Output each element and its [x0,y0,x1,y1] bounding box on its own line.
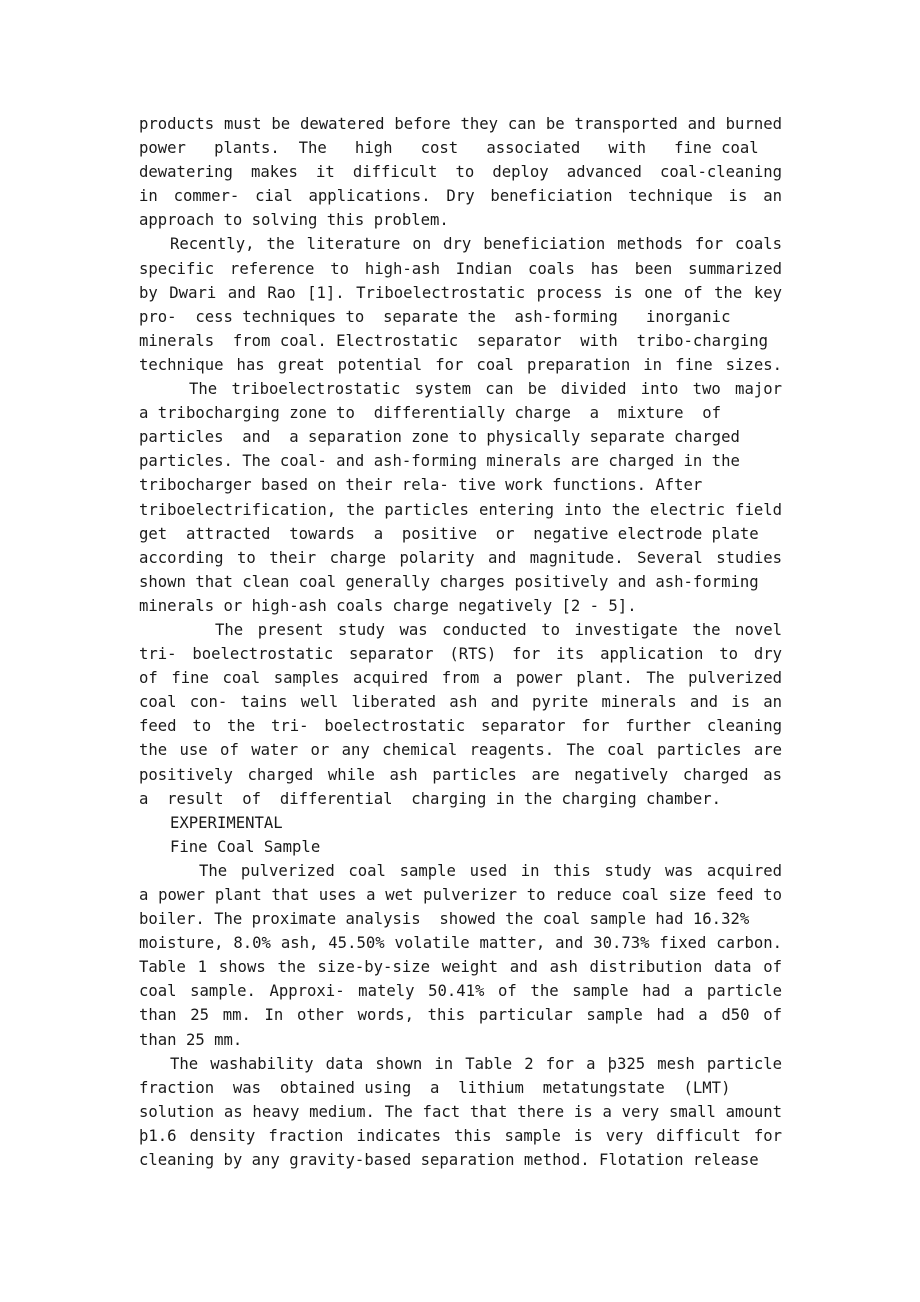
text-line: a result of differential charging in the charging chamber. [139,789,722,808]
section-heading [139,835,782,859]
heading-text: Fine Coal Sample [170,837,321,856]
text-line: particles. The coal- and ash-forming minerals are charged in the [139,452,740,471]
text-line: than 25 mm. In other words, this particular sample had a d50 of [139,1006,782,1025]
text-line: moisture, 8.0% ash, 45.50% volatile matter, and 30.73% fixed carbon. [139,934,782,953]
section-heading [139,811,782,835]
paragraph [139,232,782,377]
text-line: in commer- cial applications. Dry beneficiation technique is an [139,187,782,206]
text-line: dewatering makes it difficult to deploy advanced coal-cleaning [139,163,782,182]
text-line: tri- boelectrostatic separator (RTS) for its application to dry [139,645,782,664]
text-line: according to their charge polarity and magnitude. Several studies [139,548,782,567]
text-line: the use of water or any chemical reagents. The coal particles are [139,741,782,760]
text-line: a power plant that uses a wet pulverizer to reduce coal size feed to [139,886,782,904]
text-line: coal con- tains well liberated ash and pyrite minerals and is an [139,693,782,712]
text-line: The pulverized coal sample used in this study was acquired [199,861,782,880]
paragraph [139,377,782,618]
text-line: fraction was obtained using a lithium metatungstate (LMT) [139,1078,731,1097]
text-line: Table 1 shows the size-by-size weight and ash distribution data of [139,958,782,977]
paragraph [139,859,782,1052]
text-line: power plants. The high cost associated with fine coal [139,139,759,158]
text-line: cleaning by any gravity-based separation method. Flotation release [139,1151,759,1170]
text-line: minerals from coal. Electrostatic separator with tribo-charging [139,331,769,350]
text-line: feed to the tri- boelectrostatic separator for further cleaning [139,717,782,736]
text-line: positively charged while ash particles are negatively charged as [139,765,782,784]
text-line: tribocharger based on their rela- tive work functions. After [139,476,703,495]
text-line: boiler. The proximate analysis showed the coal sample had 16.32% [139,910,750,929]
text-line: a tribocharging zone to differentially charge a mixture of [139,404,722,423]
text-line: by Dwari and Rao [1]. Triboelectrostatic process is one of the key [139,283,782,302]
text-line: solution as heavy medium. The fact that there is a very small amount [139,1102,782,1121]
text-line: triboelectrification, the particles entering into the electric field [139,500,782,519]
paragraph [139,1052,782,1172]
paragraph [139,618,782,811]
text-line: The triboelectrostatic system can be divided into two major [189,380,782,399]
text-line: of fine coal samples acquired from a power plant. The pulverized [139,669,782,688]
text-line: þ1.6 density fraction indicates this sample is very difficult for [139,1126,782,1145]
text-line: approach to solving this problem. [139,211,449,230]
text-line: Recently, the literature on dry beneficiation methods for coals [170,235,782,254]
text-line: shown that clean coal generally charges positively and ash-forming [139,572,759,591]
document-page [139,112,782,1172]
text-line: get attracted towards a positive or negative electrode plate [139,524,759,543]
text-line: The washability data shown in Table 2 for a þ325 mesh particle [170,1054,782,1073]
text-line: technique has great potential for coal preparation in fine sizes. [139,355,782,374]
text-line: coal sample. Approxi- mately 50.41% of the sample had a particle [139,982,782,1001]
paragraph [139,112,782,232]
text-line: specific reference to high-ash Indian coals has been summarized [139,259,782,278]
text-line: pro- cess techniques to separate the ash-forming inorganic [139,307,731,326]
text-line: The present study was conducted to investigate the novel [215,620,782,639]
text-line: minerals or high-ash coals charge negatively [2 - 5]. [139,596,637,615]
text-line: products must be dewatered before they can be transported and burned [139,115,782,133]
heading-text: EXPERIMENTAL [170,813,283,832]
text-line: particles and a separation zone to physically separate charged [139,428,740,447]
text-line: than 25 mm. [139,1030,243,1049]
